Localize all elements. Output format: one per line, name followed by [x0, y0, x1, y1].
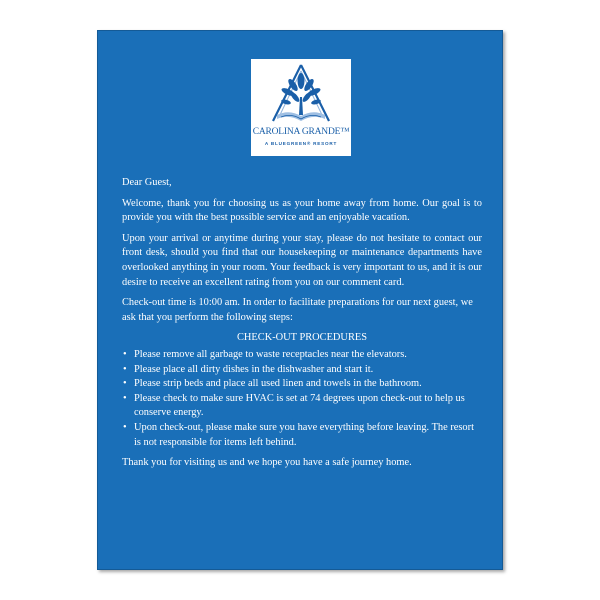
- paragraph-welcome: Welcome, thank you for choosing us as your home away from home. Our goal is to provide you with the best possible service and an enjoyable vacation.: [122, 197, 482, 224]
- letter-card: [97, 30, 503, 570]
- procedure-item: • Upon check-out, please make sure you have everything before leaving. The resort is not responsible for items left behind.: [122, 421, 482, 450]
- procedure-item: • Please check to make sure HVAC is set at 74 degrees upon check-out to help us conserve energy.: [122, 392, 482, 421]
- paragraph-checkout-time: Check-out time is 10:00 am. In order to facilitate preparations for our next guest, we ask that you perform the following steps:: [122, 297, 473, 323]
- salutation: Dear Guest,: [122, 177, 172, 188]
- procedures-list: [122, 348, 482, 450]
- logo-subtitle: A BLUEGREEN® RESORT: [264, 141, 338, 146]
- paragraph-feedback: Upon your arrival or anytime during your stay, please do not hesitate to contact our front desk, should you find that our housekeeping or maintenance departments have overlooked anything in your room. Your feedback is very important to us, and it is our desire to receive an excellent rating from you on our comment card.: [122, 232, 482, 288]
- logo-brand-name: CAROLINA GRANDE™: [252, 127, 350, 137]
- procedure-item: • Please place all dirty dishes in the dishwasher and start it.: [122, 363, 482, 378]
- procedures-heading: CHECK-OUT PROCEDURES: [237, 332, 367, 344]
- closing-line: Thank you for visiting us and we hope you have a safe journey home.: [122, 457, 412, 469]
- procedure-item: • Please remove all garbage to waste receptacles near the elevators.: [122, 348, 482, 363]
- procedure-item: • Please strip beds and place all used linen and towels in the bathroom.: [122, 377, 482, 392]
- resort-logo: [251, 59, 351, 156]
- letter-body: [122, 176, 482, 477]
- tree-triangle-logo-icon: [251, 59, 351, 129]
